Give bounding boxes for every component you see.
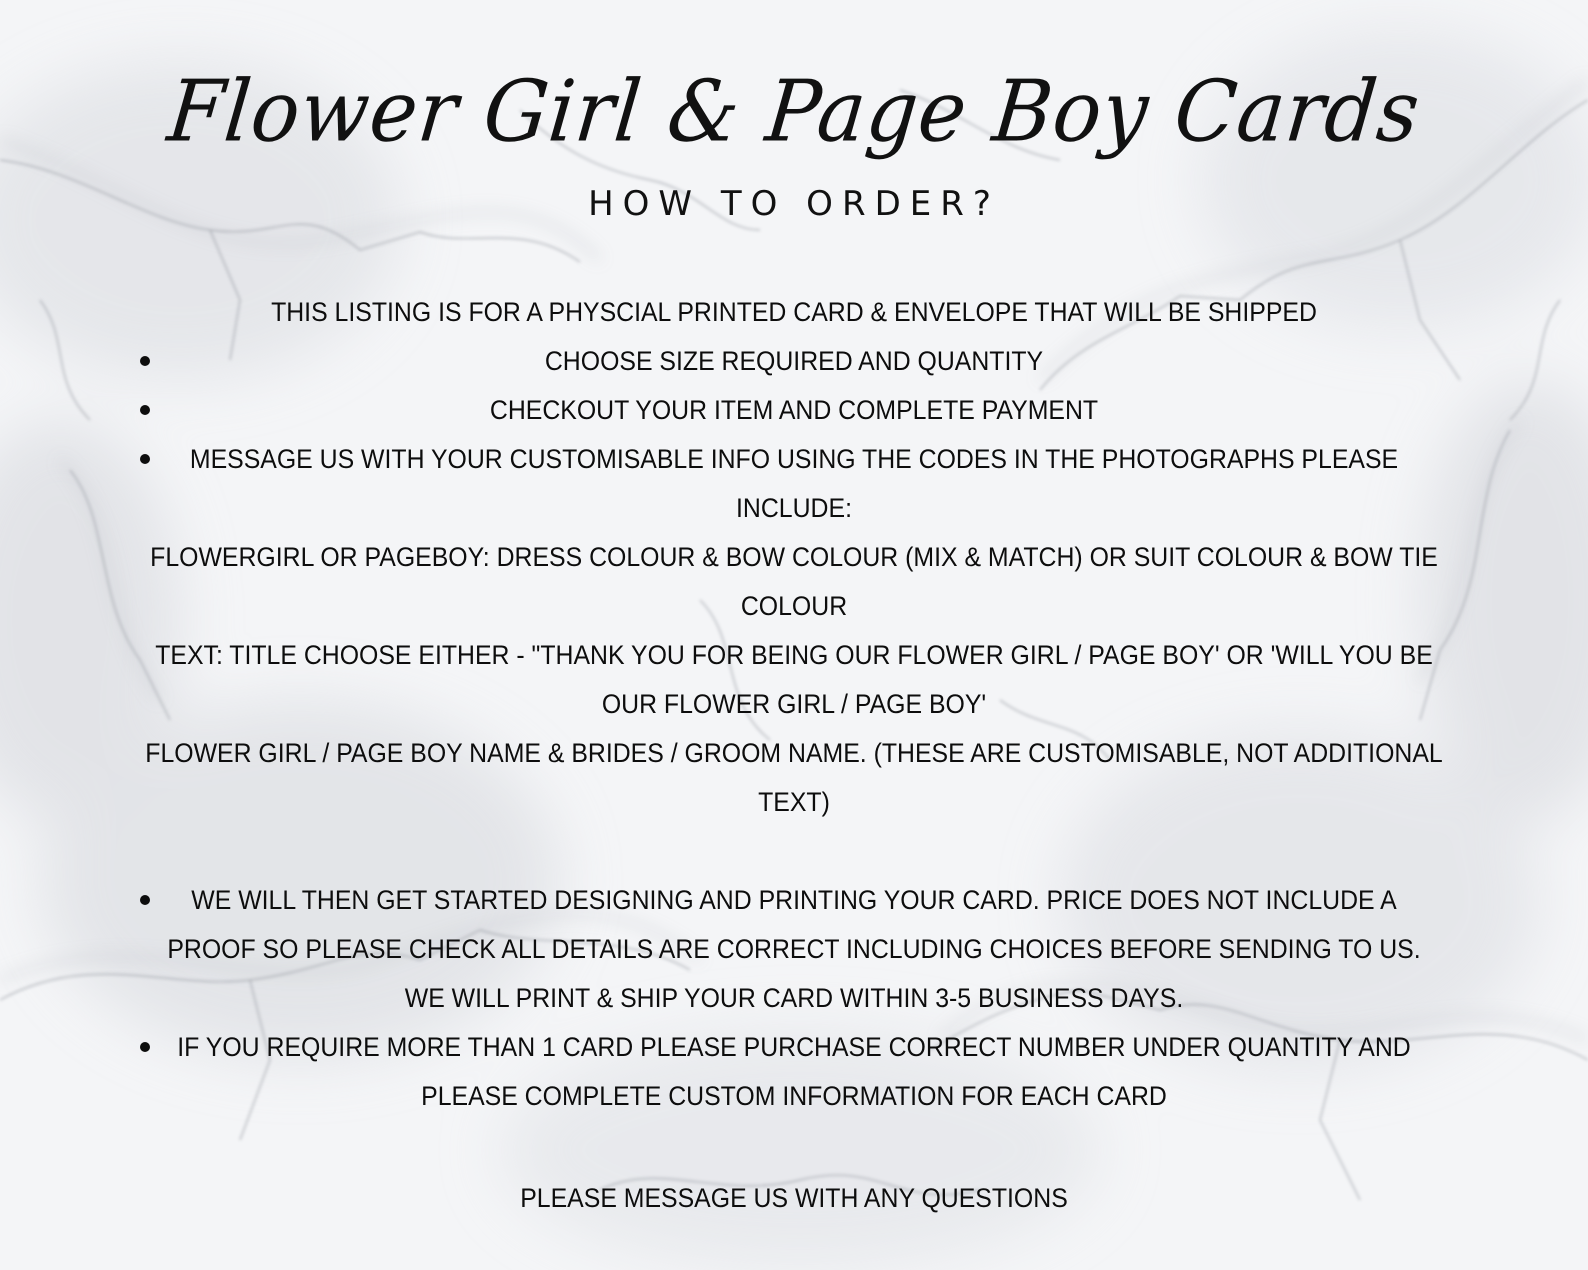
detail-1-line-1: FLOWERGIRL OR PAGEBOY: DRESS COLOUR & BOW COLOUR (MIX & MATCH) OR SUIT COLOUR & BOW TIE <box>150 542 1438 572</box>
detail-3-line-2: TEXT) <box>758 787 830 817</box>
detail-2-line-1: TEXT: TITLE CHOOSE EITHER - "THANK YOU FOR BEING OUR FLOWER GIRL / PAGE BOY' OR 'WILL YOU BE <box>155 640 1433 670</box>
step-4-text-line-1: WE WILL THEN GET STARTED DESIGNING AND PRINTING YOUR CARD. PRICE DOES NOT INCLUDE A <box>191 885 1397 915</box>
step-2-text: CHECKOUT YOUR ITEM AND COMPLETE PAYMENT <box>489 395 1099 425</box>
step-5-text-line-1: IF YOU REQUIRE MORE THAN 1 CARD PLEASE PURCHASE CORRECT NUMBER UNDER QUANTITY AND <box>177 1032 1411 1062</box>
step-3-text-line-1: MESSAGE US WITH YOUR CUSTOMISABLE INFO USING THE CODES IN THE PHOTOGRAPHS PLEASE <box>189 444 1399 474</box>
step-5-text-line-2: PLEASE COMPLETE CUSTOM INFORMATION FOR EACH CARD <box>421 1081 1167 1111</box>
closing-line: PLEASE MESSAGE US WITH ANY QUESTIONS <box>520 1183 1068 1213</box>
instructions-body <box>0 288 1588 1121</box>
detail-3-line-1: FLOWER GIRL / PAGE BOY NAME & BRIDES / GROOM NAME. (THESE ARE CUSTOMISABLE, NOT ADDITIONAL <box>145 738 1443 768</box>
detail-1-line-2: COLOUR <box>740 591 848 621</box>
step-1-text: CHOOSE SIZE REQUIRED AND QUANTITY <box>544 346 1044 376</box>
page-title: Flower Girl & Page Boy Cards <box>163 62 1425 161</box>
step-4-text-line-3: WE WILL PRINT & SHIP YOUR CARD WITHIN 3-5 BUSINESS DAYS. <box>404 983 1184 1013</box>
list-item-step-5 <box>0 1023 1588 1121</box>
list-item-step-3 <box>0 435 1588 533</box>
detail-2-line-2: OUR FLOWER GIRL / PAGE BOY' <box>601 689 987 719</box>
page-subtitle: HOW TO ORDER? <box>588 184 1000 224</box>
list-item-step-2 <box>0 386 1588 435</box>
step-4-text-line-2: PROOF SO PLEASE CHECK ALL DETAILS ARE CORRECT INCLUDING CHOICES BEFORE SENDING TO US. <box>167 934 1421 964</box>
list-item-step-4 <box>0 876 1588 1023</box>
list-item-step-1 <box>0 337 1588 386</box>
intro-line: THIS LISTING IS FOR A PHYSCIAL PRINTED CARD & ENVELOPE THAT WILL BE SHIPPED <box>271 297 1317 327</box>
step-3-text-line-2: INCLUDE: <box>736 493 852 523</box>
spacer <box>0 827 1588 876</box>
